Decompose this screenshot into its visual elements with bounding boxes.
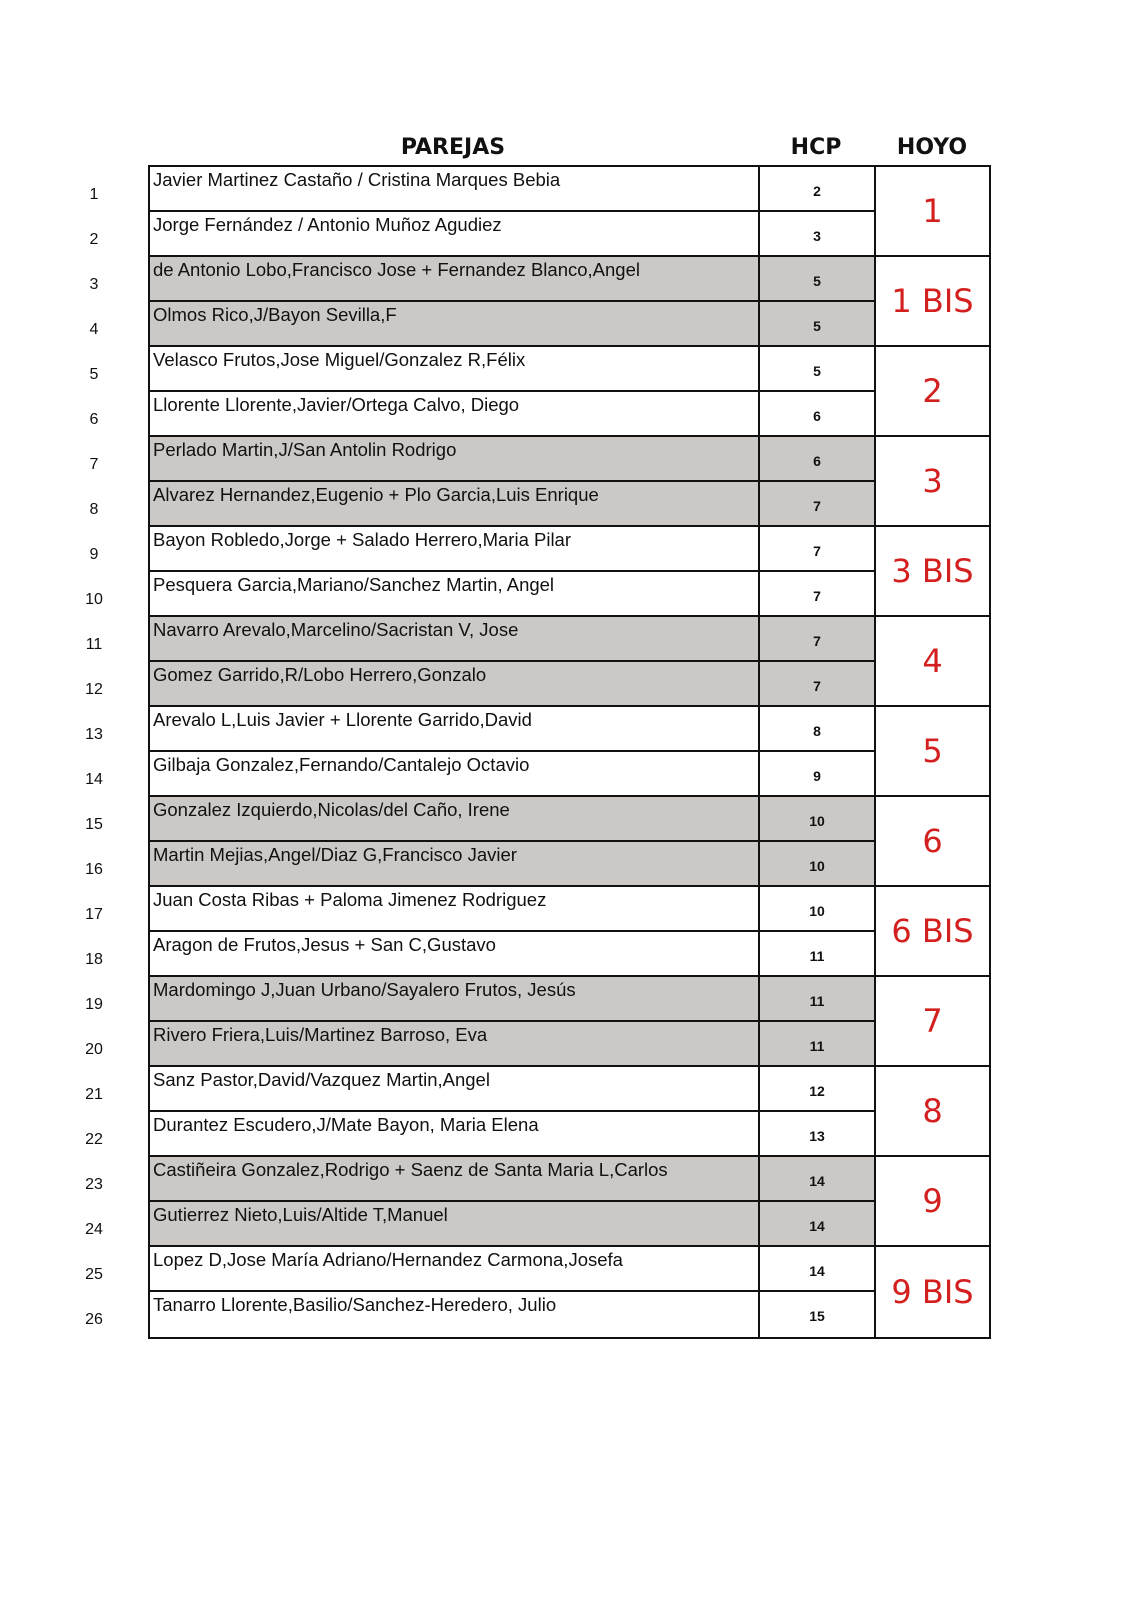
hole-number: 5 [876,707,989,797]
table-row [150,167,989,212]
pair-hcp: 15 [809,1308,825,1324]
table-row [150,212,989,257]
table-row [150,482,989,527]
pair-names: Mardomingo J,Juan Urbano/Sayalero Frutos, Jesús [150,977,760,1020]
table-row [150,887,989,932]
table-row [150,1112,989,1157]
table-row [150,1247,989,1292]
table-row [150,752,989,797]
pair-hcp: 6 [813,408,821,424]
pair-names: Perlado Martin,J/San Antolin Rodrigo [150,437,760,480]
pair-names: Alvarez Hernandez,Eugenio + Plo Garcia,Luis Enrique [150,482,760,525]
row-number: 26 [85,1311,103,1328]
table-row [150,1067,989,1112]
pair-names: Javier Martinez Castaño / Cristina Marques Bebia [150,167,760,210]
pair-hcp: 13 [809,1128,825,1144]
row-number: 4 [89,321,99,338]
pair-names: Olmos Rico,J/Bayon Sevilla,F [150,302,760,345]
row-number: 6 [89,411,99,428]
pair-hcp: 14 [809,1263,825,1279]
pair-names: Aragon de Frutos,Jesus + San C,Gustavo [150,932,760,975]
row-number: 19 [85,996,103,1013]
hole-number: 3 BIS [876,527,989,617]
table-row [150,977,989,1022]
table-row [150,707,989,752]
table-row [150,932,989,977]
table-row [150,392,989,437]
row-number: 20 [85,1041,103,1058]
row-number: 1 [89,186,99,203]
pair-names: Gonzalez Izquierdo,Nicolas/del Caño, Irene [150,797,760,840]
table-row [150,257,989,302]
pair-hcp: 7 [760,617,874,660]
table-row [150,1157,989,1202]
pair-names: Juan Costa Ribas + Paloma Jimenez Rodriguez [150,887,760,930]
pair-names: de Antonio Lobo,Francisco Jose + Fernandez Blanco,Angel [150,257,760,300]
pair-hcp: 14 [760,1157,874,1200]
pair-hcp: 10 [760,842,874,885]
hole-number: 9 BIS [891,1273,974,1311]
row-number: 3 [89,276,99,293]
table-row [150,842,989,887]
pair-hcp: 10 [809,903,825,919]
pair-hcp: 9 [813,768,821,784]
pair-hcp: 12 [809,1083,825,1099]
table-row [150,617,989,662]
row-number: 23 [85,1176,103,1193]
pair-hcp: 5 [813,363,821,379]
hole-number: 2 [876,347,989,437]
hole-number: 7 [876,977,989,1067]
row-number: 24 [85,1221,103,1238]
pair-hcp: 7 [760,482,874,525]
hole-number: 9 [876,1157,989,1247]
table-row [150,302,989,347]
table-row [150,1022,989,1067]
row-number: 16 [85,861,103,878]
table-row [150,797,989,842]
pair-names: Arevalo L,Luis Javier + Llorente Garrido,David [150,707,760,750]
pair-hcp: 6 [760,437,874,480]
pair-names: Martin Mejias,Angel/Diaz G,Francisco Javier [150,842,760,885]
pair-hcp: 11 [760,1022,874,1065]
hole-number: 6 [876,797,989,887]
pair-names: Velasco Frutos,Jose Miguel/Gonzalez R,Félix [150,347,760,390]
hole-number: 1 [876,167,989,257]
hole-number: 1 BIS [876,257,989,347]
pair-names: Rivero Friera,Luis/Martinez Barroso, Eva [150,1022,760,1065]
row-number: 2 [89,231,99,248]
pair-hcp: 14 [760,1202,874,1245]
row-number: 8 [89,501,99,518]
row-number: 10 [85,591,103,608]
pair-names: Lopez D,Jose María Adriano/Hernandez Carmona,Josefa [150,1247,760,1290]
table-row [150,347,989,392]
pair-hcp: 5 [760,302,874,345]
table-header [0,132,1131,164]
pair-names: Gilbaja Gonzalez,Fernando/Cantalejo Octavio [150,752,760,795]
row-number: 21 [85,1086,103,1103]
row-number: 18 [85,951,103,968]
pair-names: Gutierrez Nieto,Luis/Altide T,Manuel [150,1202,760,1245]
row-number: 15 [85,816,103,833]
pair-names: Gomez Garrido,R/Lobo Herrero,Gonzalo [150,662,760,705]
table-row [150,527,989,572]
parejas-header: PAREJAS [400,135,506,160]
pair-names: Navarro Arevalo,Marcelino/Sacristan V, Jose [150,617,760,660]
hole-number: 4 [876,617,989,707]
row-number: 14 [85,771,103,788]
pair-names: Llorente Llorente,Javier/Ortega Calvo, Diego [150,392,760,435]
row-number: 25 [85,1266,103,1283]
pair-names: Castiñeira Gonzalez,Rodrigo + Saenz de Santa Maria L,Carlos [150,1157,760,1200]
row-number: 5 [89,366,99,383]
pair-hcp: 7 [813,588,821,604]
hole-number: 6 BIS [876,887,989,977]
pair-hcp: 3 [813,228,821,244]
table-row [150,1202,989,1247]
pair-names: Tanarro Llorente,Basilio/Sanchez-Heredero, Julio [150,1292,760,1337]
hole-number: 3 [876,437,989,527]
hcp-header: HCP [790,135,842,160]
pair-hcp: 2 [813,183,821,199]
row-number: 22 [85,1131,103,1148]
pair-names: Bayon Robledo,Jorge + Salado Herrero,Maria Pilar [150,527,760,570]
pair-hcp: 7 [760,662,874,705]
pair-hcp: 11 [760,977,874,1020]
pair-hcp: 8 [813,723,821,739]
pair-names: Sanz Pastor,David/Vazquez Martin,Angel [150,1067,760,1110]
row-number: 13 [85,726,103,743]
hole-number: 8 [876,1067,989,1157]
row-number: 17 [85,906,103,923]
table-row [150,662,989,707]
table-row [150,1292,989,1337]
pair-names: Jorge Fernández / Antonio Muñoz Agudiez [150,212,760,255]
row-number: 11 [85,636,103,653]
table-row [150,437,989,482]
hoyo-header: HOYO [896,135,968,160]
pairings-table [148,165,991,1339]
pair-names: Durantez Escudero,J/Mate Bayon, Maria Elena [150,1112,760,1155]
row-number: 9 [89,546,99,563]
row-number: 12 [85,681,103,698]
pair-hcp: 11 [809,948,825,964]
pair-hcp: 10 [760,797,874,840]
table-row [150,572,989,617]
pair-names: Pesquera Garcia,Mariano/Sanchez Martin, Angel [150,572,760,615]
hole-column [874,167,989,1337]
table-rows [150,167,989,1337]
row-number: 7 [89,456,99,473]
pair-hcp: 5 [760,257,874,300]
pair-hcp: 7 [813,543,821,559]
